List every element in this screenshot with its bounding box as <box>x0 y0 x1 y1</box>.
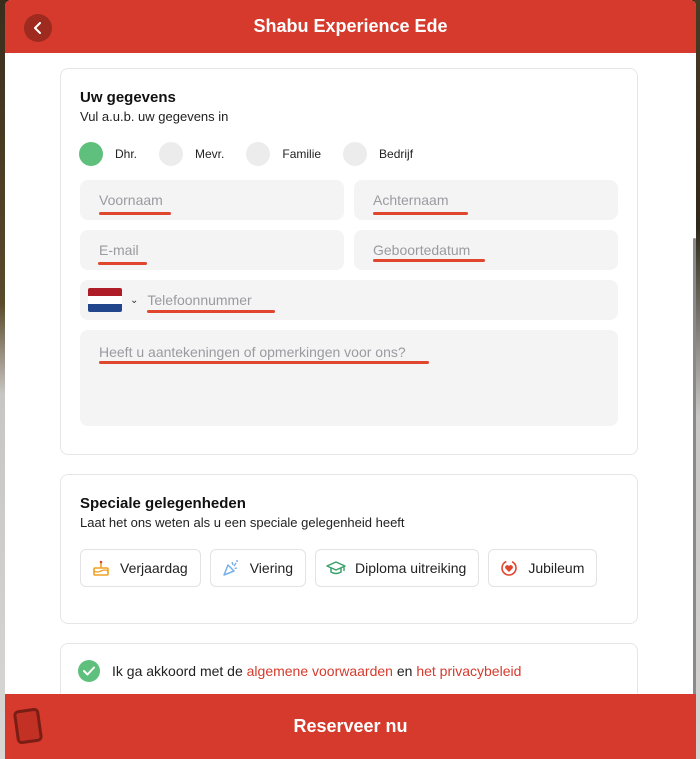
occasions-subtitle: Laat het ons weten als u een speciale gelegenheid heeft <box>80 515 405 530</box>
modal-header <box>5 0 696 53</box>
occasions-title: Speciale gelegenheden <box>80 495 246 512</box>
reserve-button[interactable] <box>5 694 696 759</box>
agreement-conjunction: en <box>396 663 413 679</box>
salutation-option-mevr[interactable] <box>159 142 224 166</box>
radio-dot[interactable] <box>343 142 367 166</box>
salutation-group <box>79 141 435 167</box>
salutation-option-dhr[interactable] <box>79 142 137 166</box>
annotation-underline <box>98 262 147 265</box>
occasion-label: Diploma uitreiking <box>355 560 467 576</box>
scrollbar[interactable] <box>693 238 696 698</box>
agreement-checkbox[interactable] <box>78 660 100 682</box>
cake-icon <box>91 558 111 578</box>
annotation-underline <box>373 259 485 262</box>
privacy-link[interactable]: het privacybeleid <box>416 663 522 679</box>
radio-dot[interactable] <box>159 142 183 166</box>
salutation-label: Dhr. <box>115 147 138 161</box>
phone-field <box>80 280 618 320</box>
chevron-down-icon[interactable]: ⌄ <box>130 294 139 306</box>
back-button[interactable] <box>24 14 52 42</box>
occasion-label: Jubileum <box>528 560 585 576</box>
occasion-chip-jubileum[interactable] <box>488 549 597 587</box>
salutation-label: Familie <box>282 147 322 161</box>
salutation-option-familie[interactable] <box>246 142 321 166</box>
agreement-text: Ik ga akkoord met de <box>112 663 243 679</box>
party-popper-icon <box>221 558 241 578</box>
netherlands-flag-icon[interactable] <box>88 288 122 312</box>
modal-title: Shabu Experience Ede <box>253 16 448 36</box>
radio-dot[interactable] <box>79 142 103 166</box>
occasion-chip-verjaardag[interactable] <box>80 549 201 587</box>
occasion-label: Viering <box>249 560 294 576</box>
agreement-row <box>78 660 521 682</box>
salutation-option-bedrijf[interactable] <box>343 142 413 166</box>
salutation-label: Bedrijf <box>379 147 414 161</box>
occasion-label: Verjaardag <box>120 560 188 576</box>
birthdate-field[interactable] <box>354 230 618 270</box>
details-card <box>60 68 638 455</box>
occasions-card <box>60 474 638 624</box>
chevron-left-icon <box>33 22 43 34</box>
annotation-underline <box>99 361 429 364</box>
notes-field[interactable] <box>80 330 618 426</box>
annotation-underline <box>99 212 171 215</box>
terms-link[interactable]: algemene voorwaarden <box>246 663 393 679</box>
occasion-chip-viering[interactable] <box>210 549 306 587</box>
checkmark-icon <box>83 666 95 676</box>
hearts-icon <box>499 558 519 578</box>
graduation-cap-icon <box>326 558 346 578</box>
reservation-modal <box>5 0 696 759</box>
reserve-button-label: Reserveer nu <box>293 716 408 736</box>
annotation-underline <box>373 212 468 215</box>
phone-icon <box>13 707 43 744</box>
radio-dot[interactable] <box>246 142 270 166</box>
annotation-underline <box>147 310 275 313</box>
details-title: Uw gegevens <box>80 89 176 106</box>
salutation-label: Mevr. <box>195 147 225 161</box>
occasion-chips <box>80 549 606 587</box>
phone-input[interactable] <box>147 280 587 320</box>
occasion-chip-diploma[interactable] <box>315 549 479 587</box>
details-subtitle: Vul a.u.b. uw gegevens in <box>80 109 229 124</box>
